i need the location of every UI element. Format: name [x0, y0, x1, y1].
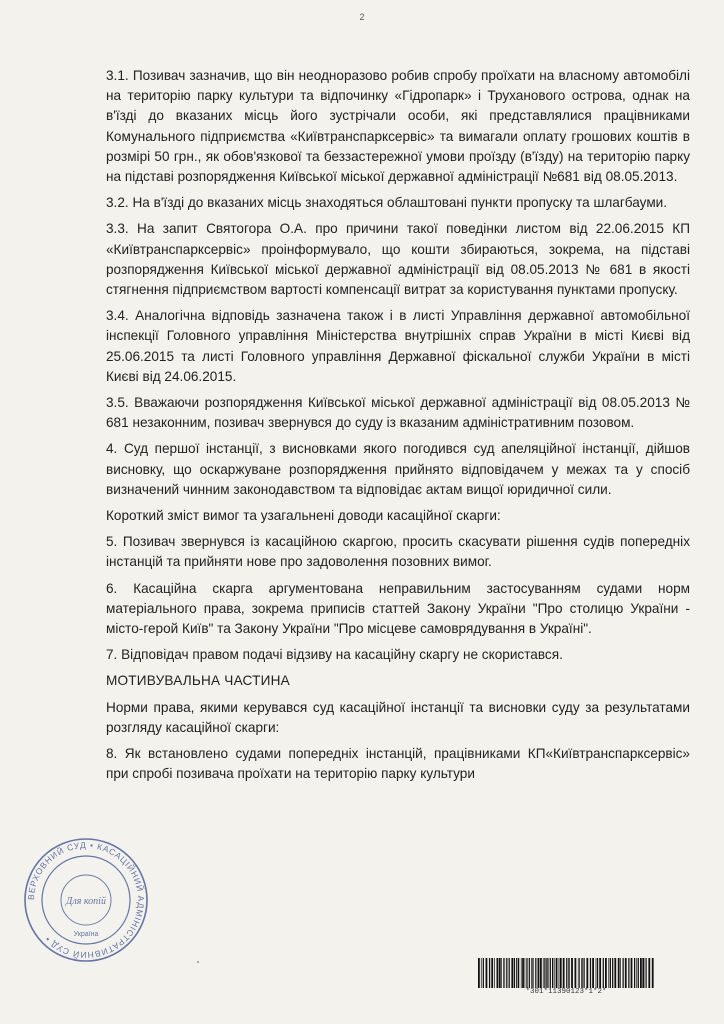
stamp-bottom-text: Україна: [73, 931, 99, 938]
barcode-bar: [506, 958, 507, 988]
barcode-bar: [552, 958, 553, 988]
section-heading-norms: Норми права, якими керувався суд касаційної інстанції та висновки суду за результатами розгляду касаційної скарги:: [106, 699, 690, 735]
barcode-bar: [560, 958, 562, 988]
barcode-bar: [543, 958, 544, 988]
barcode-bar: [516, 958, 517, 988]
barcode-bar: [648, 958, 650, 988]
barcode-bar: [631, 958, 633, 988]
barcode-bar: [642, 958, 644, 988]
barcode-bar: [569, 958, 570, 988]
barcode-bar: [554, 958, 555, 988]
barcode-bar: [584, 958, 585, 988]
barcode-bar: [645, 958, 646, 988]
barcode-bar: [579, 958, 580, 988]
barcode-bar: [612, 958, 613, 988]
barcode-bar: [509, 958, 510, 988]
barcode-bar: [603, 958, 604, 988]
barcode-bar: [614, 958, 616, 988]
barcode-bar: [620, 958, 621, 988]
barcode-bar: [504, 958, 505, 988]
barcode-bar: [578, 958, 579, 988]
barcode-bar: [478, 958, 480, 988]
barcode-bar: [566, 958, 567, 988]
barcode-bar: [597, 958, 598, 988]
barcode-bar: [522, 958, 524, 988]
barcode-bar: [623, 958, 624, 988]
paragraph-3-4: 3.4. Аналогічна відповідь зазначена також і в листі Управління державної автомобільної інспекції Головного управління Міністерства внутрішніх справ України в місті Києві від 25.06.2015 та листі Головного управління Державної фіскальної служби України в місті Києві від 24.06.2015.: [106, 308, 690, 384]
barcode-bar: [618, 958, 620, 988]
barcode-number: *301*11390123*1*2*: [525, 988, 607, 996]
barcode-bar: [529, 958, 530, 988]
barcode-bar: [628, 958, 629, 988]
barcode-bar: [581, 958, 582, 988]
barcode-bar: [531, 958, 532, 988]
barcode-bar: [499, 958, 501, 988]
section-heading-motivation: МОТИВУВАЛЬНА ЧАСТИНА: [106, 673, 290, 689]
barcode-bar: [638, 958, 639, 988]
barcode-bar: [550, 958, 551, 988]
barcode-bar: [489, 958, 490, 988]
barcode: [476, 958, 656, 990]
barcode-bar: [571, 958, 573, 988]
barcode-bar: [596, 958, 597, 988]
paragraph-6: 6. Касаційна скарга аргументована неправильним застосуванням судами норм матеріального права, зокрема приписів статтей Закону України "Про столицю України - місто-герой Київ" та Закону України "Про місцеве самоврядування в Україні".: [106, 580, 690, 637]
barcode-bar: [526, 958, 527, 988]
stamp-center-text: Для копій: [66, 896, 106, 907]
barcode-bar: [582, 958, 583, 988]
barcode-bar: [646, 958, 647, 988]
barcode-bar: [525, 958, 526, 988]
barcode-bar: [563, 958, 565, 988]
paragraph-3-3: 3.3. На запит Святогора О.А. про причини такої поведінки листом від 22.06.2015 КП «Київтранспарксервіс» проінформувало, що кошти збираються, зокрема, на підставі розпорядження Київської міської державної адміністрації від 08.05.2013 № 681 в якості стягнення підприємством вартості компенсації витрат за користування пунктами пропуску.: [106, 221, 690, 298]
barcode-bar: [535, 958, 536, 988]
barcode-bar: [481, 958, 482, 988]
section-heading-claims: Короткий зміст вимог та узагальнені доводи касаційної скарги:: [106, 508, 501, 524]
barcode-bar: [652, 958, 654, 988]
barcode-bar: [599, 958, 601, 988]
barcode-bar: [586, 958, 588, 988]
barcode-bar: [497, 958, 499, 988]
barcode-bar: [503, 958, 504, 988]
barcode-bar: [568, 958, 569, 988]
barcode-bar: [605, 958, 607, 988]
paragraph-3-1: 3.1. Позивач зазначив, що він неодноразово робив спробу проїхати на власному автомобілі на територію парку культури та відпочинку «Гідропарк» і Труханового острова, однак на в'їзді до вказаних місць його зустрічали особи, які представлялися працівниками Комунального підприємства «Київтранспарксервіс» та вимагали оплату грошових коштів в розмірі 50 грн., як обов'язкової та беззастережної умови проїзду (в'їзду) на територію парку на підставі розпорядження Київської міської державної адміністрації №681 від 08.05.2013.: [106, 68, 690, 185]
barcode-bar: [590, 958, 591, 988]
barcode-bar: [486, 958, 488, 988]
paragraph-3-2: 3.2. На в'їзді до вказаних місць знаходяться облаштовані пункти пропуску та шлагбауми.: [106, 195, 668, 211]
barcode-bar: [483, 958, 484, 988]
document-body: [106, 66, 690, 791]
barcode-bar: [521, 958, 522, 988]
paragraph-5: 5. Позивач звернувся із касаційною скаргою, просить скасувати рішення судів попередніх інстанцій та прийняти нове про задоволення позовних вимог.: [106, 534, 690, 570]
court-stamp: [22, 836, 150, 964]
stamp-outer-text: ВЕРХОВНИЙ СУД • КАСАЦІЙНИЙ АДМІНІСТРАТИВНИЙ СУД •: [25, 839, 147, 961]
barcode-bar: [556, 958, 558, 988]
barcode-bar: [514, 958, 515, 988]
barcode-bar: [538, 958, 540, 988]
barcode-bar: [610, 958, 611, 988]
barcode-bar: [501, 958, 502, 988]
page-number: 2: [359, 12, 365, 22]
barcode-bar: [640, 958, 642, 988]
barcode-bar: [608, 958, 609, 988]
barcode-bar: [540, 958, 542, 988]
barcode-bar: [511, 958, 513, 988]
barcode-bar: [636, 958, 637, 988]
barcode-bar: [544, 958, 545, 988]
paragraph-7: 7. Відповідач правом подачі відзиву на касаційну скаргу не скористався.: [106, 647, 563, 663]
paragraph-8: 8. Як встановлено судами попередніх інстанцій, працівниками КП«Київтранспарксервіс» при спробі позивача проїхати на територію парку культури: [106, 746, 690, 782]
barcode-bar: [532, 958, 533, 988]
barcode-bar: [491, 958, 493, 988]
scan-speck: [197, 961, 199, 963]
paragraph-4: 4. Суд першої інстанції, з висновками якого погодився суд апеляційної інстанції, дійшов висновку, що оскаржуване розпорядження прийнято відповідачем у межах та у спосіб визначений чинним законодавством та відповідає актам вищої юридичної сили.: [106, 441, 690, 497]
barcode-bar: [625, 958, 627, 988]
barcode-bar: [547, 958, 548, 988]
paragraph-3-5: 3.5. Вважаючи розпорядження Київської міської державної адміністрації від 08.05.2013 № 681 незаконним, позивач звернувся до суду із вказаним адміністративним позовом.: [106, 395, 690, 431]
barcode-bar: [518, 958, 519, 988]
barcode-bar: [634, 958, 635, 988]
barcode-bar: [592, 958, 594, 988]
barcode-bar: [494, 958, 495, 988]
barcode-bar: [575, 958, 577, 988]
barcode-bar: [559, 958, 560, 988]
barcode-bar: [545, 958, 546, 988]
